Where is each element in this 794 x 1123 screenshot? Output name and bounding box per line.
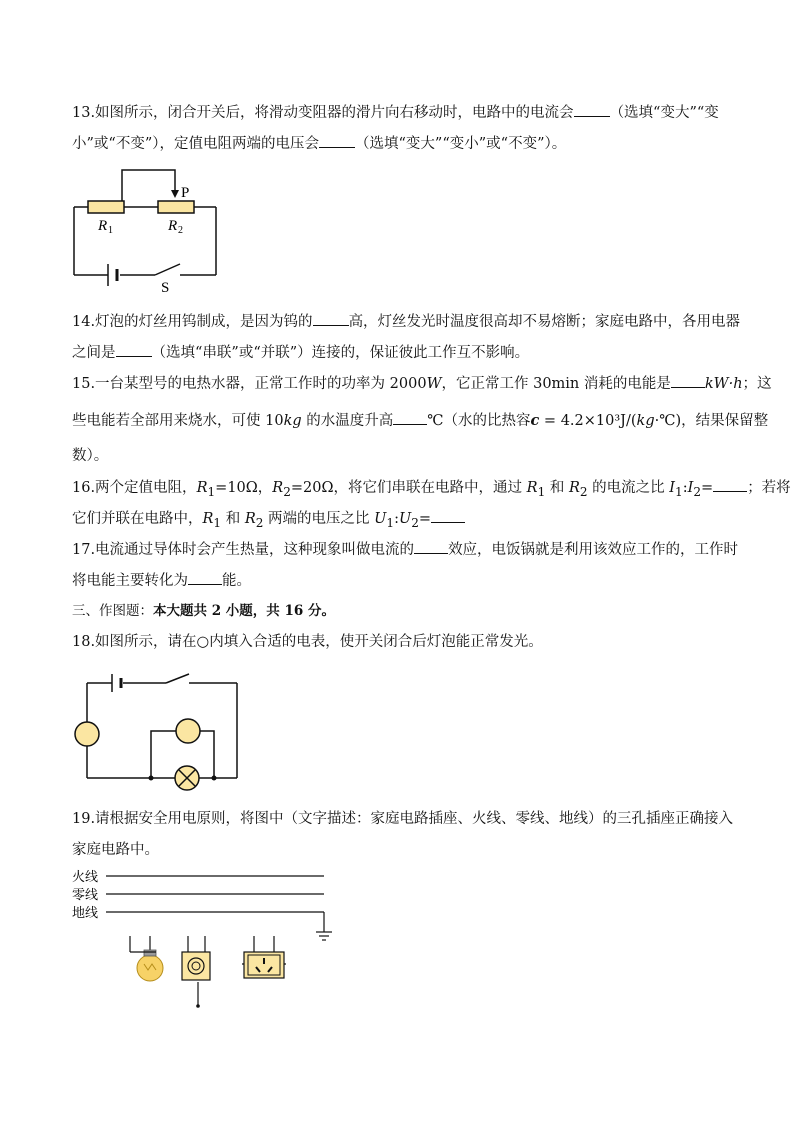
q17-line-2: 将电能主要转化为 能。 [72,570,251,591]
r1-subscript: 1 [108,225,113,236]
answer-blank[interactable] [188,570,222,585]
q13-circuit-diagram [70,168,230,298]
q14-line-2: 之间是 （选填“串联”或“并联”）连接的，保证彼此工作互不影响。 [72,342,529,363]
q18-line-1: 18.如图所示，请在○内填入合适的电表，使开关闭合后灯泡能正常发光。 [72,634,543,650]
q19-wiring-diagram [70,864,340,1014]
q13-line-1: 13.如图所示，闭合开关后，将滑动变阻器的滑片向右移动时，电路中的电流会 （选填“变大”“变 [72,102,719,123]
section-heading: 三、作图题：本大题共 2 小题，共 16 分。 [72,603,335,619]
q19-line-1: 19.请根据安全用电原则，将图中（文字描述：家庭电路插座、火线、零线、地线）的三孔插座正确接入 [72,811,734,827]
q13-line-2: 小”或“不变”），定值电阻两端的电压会 （选填“变大”“变小”或“不变”）。 [72,133,566,154]
light-bulb-icon [130,950,163,981]
junction-dot [149,776,154,781]
q14-line-1: 14.灯泡的灯丝用钨制成，是因为钨的 高，灯丝发光时温度很高却不易熔断；家庭电路中，各用电器 [72,311,740,332]
answer-blank[interactable] [393,410,427,425]
lamp-icon [175,766,199,790]
fire-wire-label: 火线 [72,870,99,885]
q15-line-1: 15.一台某型号的电热水器，正常工作时的功率为 2000W，它正常工作 30min 消耗的电能是 kW·h；这 [72,373,772,394]
meter-circle-inner[interactable] [176,719,200,743]
neutral-wire-label: 零线 [72,888,99,903]
q19-line-2: 家庭电路中。 [72,842,159,858]
ground-wire-label: 地线 [72,906,99,921]
answer-blank[interactable] [319,133,355,148]
q15-line-2: 些电能若全部用来烧水，可使 10kg 的水温度升高 ℃（水的比热容c = 4.2×10³J/(kg·℃)，结果保留整 [72,412,769,429]
answer-blank[interactable] [713,477,747,492]
answer-blank[interactable] [116,342,152,357]
junction-dot [212,776,217,781]
meter-circle-left[interactable] [75,722,99,746]
answer-blank[interactable] [313,311,349,326]
answer-blank[interactable] [574,102,610,117]
wire-end-dot [196,1004,200,1008]
r2-subscript: 2 [178,225,183,236]
q15-line-3: 数）。 [72,448,109,464]
q16-line-1: 16.两个定值电阻，$R_1=10\Omega$，$R_2=20\Omega$，将它们串联在电路中，通过 $R_1$ 和 $R_2$ 的电流之比 $I_1:I_2=$ ；若将 [72,477,791,502]
three-hole-outlet-icon[interactable] [244,952,284,978]
two-hole-socket-icon [182,952,210,980]
switch-label: S [161,280,170,296]
slider-label: P [181,185,190,201]
q18-circuit-diagram [72,674,242,784]
r2-label: R [168,218,178,234]
q17-line-1: 17.电流通过导体时会产生热量，这种现象叫做电流的 效应，电饭锅就是利用该效应工作的，工作时 [72,539,738,560]
r1-label: R [98,218,108,234]
answer-blank[interactable] [431,508,465,523]
rheostat-r2 [158,201,194,213]
resistor-r1 [88,201,124,213]
answer-blank[interactable] [414,539,448,554]
q16-line-2: 它们并联在电路中，$R_1$ 和 $R_2$ 两端的电压之比 $U_1:U_2=$ [72,508,465,533]
answer-blank[interactable] [671,373,705,388]
